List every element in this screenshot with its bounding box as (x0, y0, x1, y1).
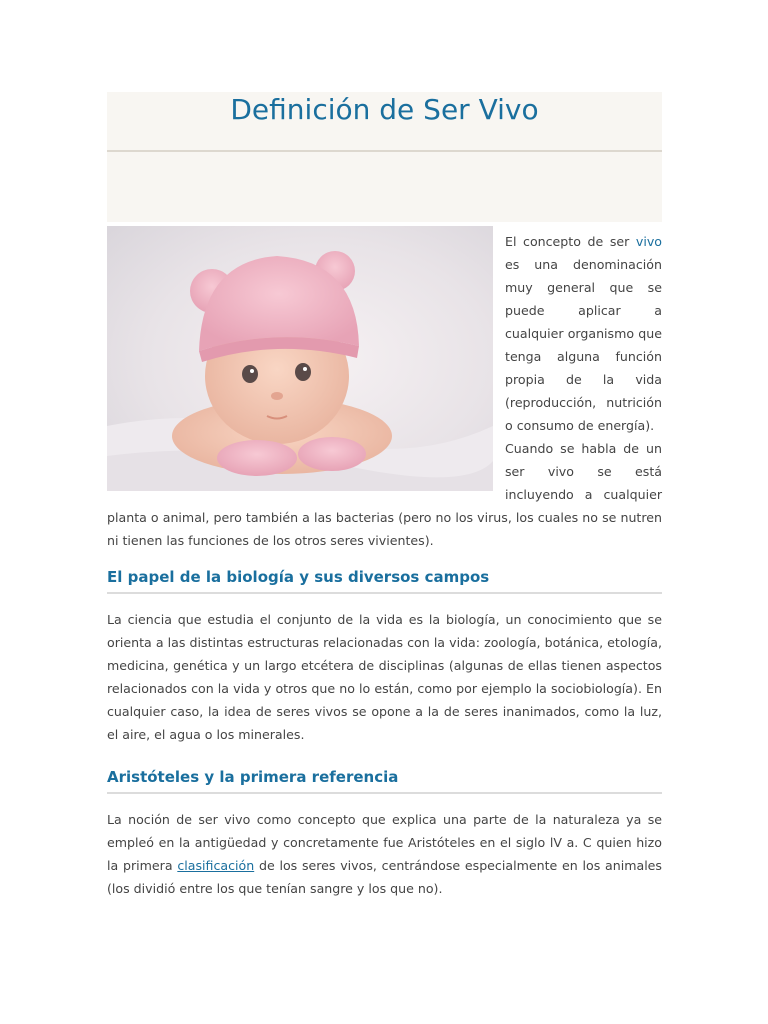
intro-block (107, 226, 662, 552)
section-heading-aristoteles: Aristóteles y la primera referencia (107, 762, 662, 794)
section-biologia (107, 562, 662, 746)
aristoteles-text-start: La noción de ser vivo como concepto que explica una parte de la naturaleza ya se empleó en la antigüedad y concretamente fue Aristóteles en el siglo lV a. C quien hizo la primera (107, 812, 662, 873)
article (107, 92, 662, 900)
section-text-aristoteles (107, 808, 662, 900)
baby-photo-icon (107, 226, 493, 491)
intro-text-start: El concepto de ser (505, 234, 636, 249)
clasificacion-link[interactable]: clasificación (177, 858, 255, 873)
section-heading-biologia: El papel de la biología y sus diversos campos (107, 562, 662, 594)
header-box (107, 92, 662, 222)
aristoteles-text-end: de los seres vivos, centrándose especialmente en los animales (los dividió entre los que tenían sangre y los que no). (107, 858, 662, 896)
section-aristoteles (107, 762, 662, 900)
page-title: Definición de Ser Vivo (107, 92, 662, 152)
intro-text-end: es una denominación muy general que se puede aplicar a cualquier organismo que tenga alguna función propia de la vida (reproducción, nutrición o consumo de energía). (505, 257, 662, 433)
section-text-biologia: La ciencia que estudia el conjunto de la vida es la biología, un conocimiento que se orienta a las distintas estructuras relacionadas con la vida: zoología, botánica, etología, medicina, genética y un largo etcétera de disciplinas (algunas de ellas tienen aspectos relacionados con la vida y otros que no lo están, como por ejemplo la sociobiología). En cualquier caso, la idea de seres vivos se opone a la de seres inanimados, como la luz, el aire, el agua o los minerales. (107, 612, 662, 742)
vivo-link[interactable]: vivo (635, 234, 662, 249)
intro-paragraph-2: Cuando se habla de un ser vivo se está incluyendo a cualquier planta o animal, pero también a las bacterias (pero no los virus, los cuales no se nutren ni tienen las funciones de los otros seres vivientes). (107, 441, 662, 548)
